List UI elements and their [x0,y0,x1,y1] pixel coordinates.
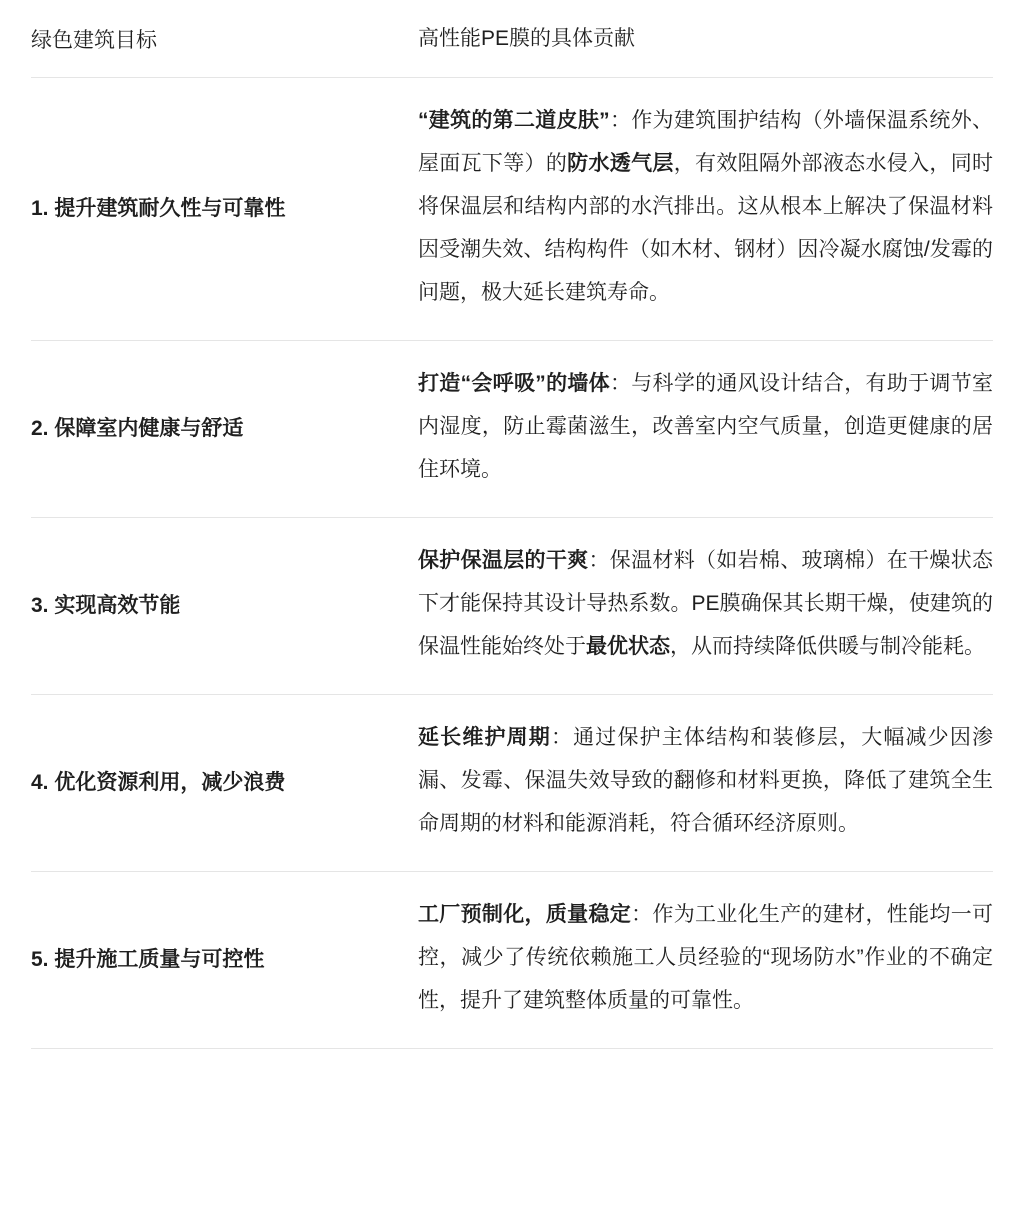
goal-cell: 4. 优化资源利用，减少浪费 [31,771,286,794]
goals-contributions-table [31,0,993,1049]
text-segment-bold: 延长维护周期 [418,726,551,749]
text-segment: ，有效阻隔外部液态水侵入，同时将保温层和结构内部的水汽排出。这从根本上解决了保温材料因受潮失效、结构构件（如木材、钢材）因冷凝水腐蚀/发霉的问题，极大延长建筑寿命。 [418,152,994,304]
contribution-cell [418,341,993,517]
text-segment-bold: 防水透气层 [567,152,674,175]
table-header [31,0,993,78]
text-segment-bold: 保护保温层的干爽 [418,549,589,572]
goal-cell: 5. 提升施工质量与可控性 [31,948,265,971]
goal-cell: 3. 实现高效节能 [31,594,181,617]
text-segment: ：作为建筑围护结构（外墙保温系统外、屋面瓦下等）的 [418,109,994,175]
text-segment: ：通过保护主体结构和装修层，大幅减少因渗漏、发霉、保温失效导致的翻修和材料更换，降低了建筑全生命周期的材料和能源消耗，符合循环经济原则。 [418,726,994,835]
table-row [31,78,993,341]
text-segment-bold: 最优状态 [586,635,670,658]
header-contribution: 高性能PE膜的具体贡献 [418,27,636,50]
contribution-cell [418,78,993,340]
table-body [31,78,993,1049]
goal-cell: 1. 提升建筑耐久性与可靠性 [31,197,286,220]
text-segment-bold: 工厂预制化，质量稳定 [418,903,632,926]
table-row [31,341,993,518]
table-row [31,518,993,695]
contribution-cell [418,518,993,694]
text-segment-bold: “建筑的第二道皮肤” [418,109,610,132]
text-segment: ：作为工业化生产的建材，性能均一可控，减少了传统依赖施工人员经验的“现场防水”作业的不确定性，提升了建筑整体质量的可靠性。 [418,903,993,1012]
table-row [31,695,993,872]
text-segment: ：与科学的通风设计结合，有助于调节室内湿度，防止霉菌滋生，改善室内空气质量，创造更健康的居住环境。 [418,372,994,481]
contribution-cell [418,695,993,871]
text-segment: ，从而持续降低供暖与制冷能耗。 [670,635,985,658]
contribution-cell [418,872,993,1048]
text-segment: ：保温材料（如岩棉、玻璃棉）在干燥状态下才能保持其设计导热系数。PE膜确保其长期干燥，使建筑的保温性能始终处于 [418,549,994,658]
header-goal: 绿色建筑目标 [31,29,157,52]
table-row [31,872,993,1049]
text-segment-bold: 打造“会呼吸”的墙体 [418,372,610,395]
goal-cell: 2. 保障室内健康与舒适 [31,417,244,440]
